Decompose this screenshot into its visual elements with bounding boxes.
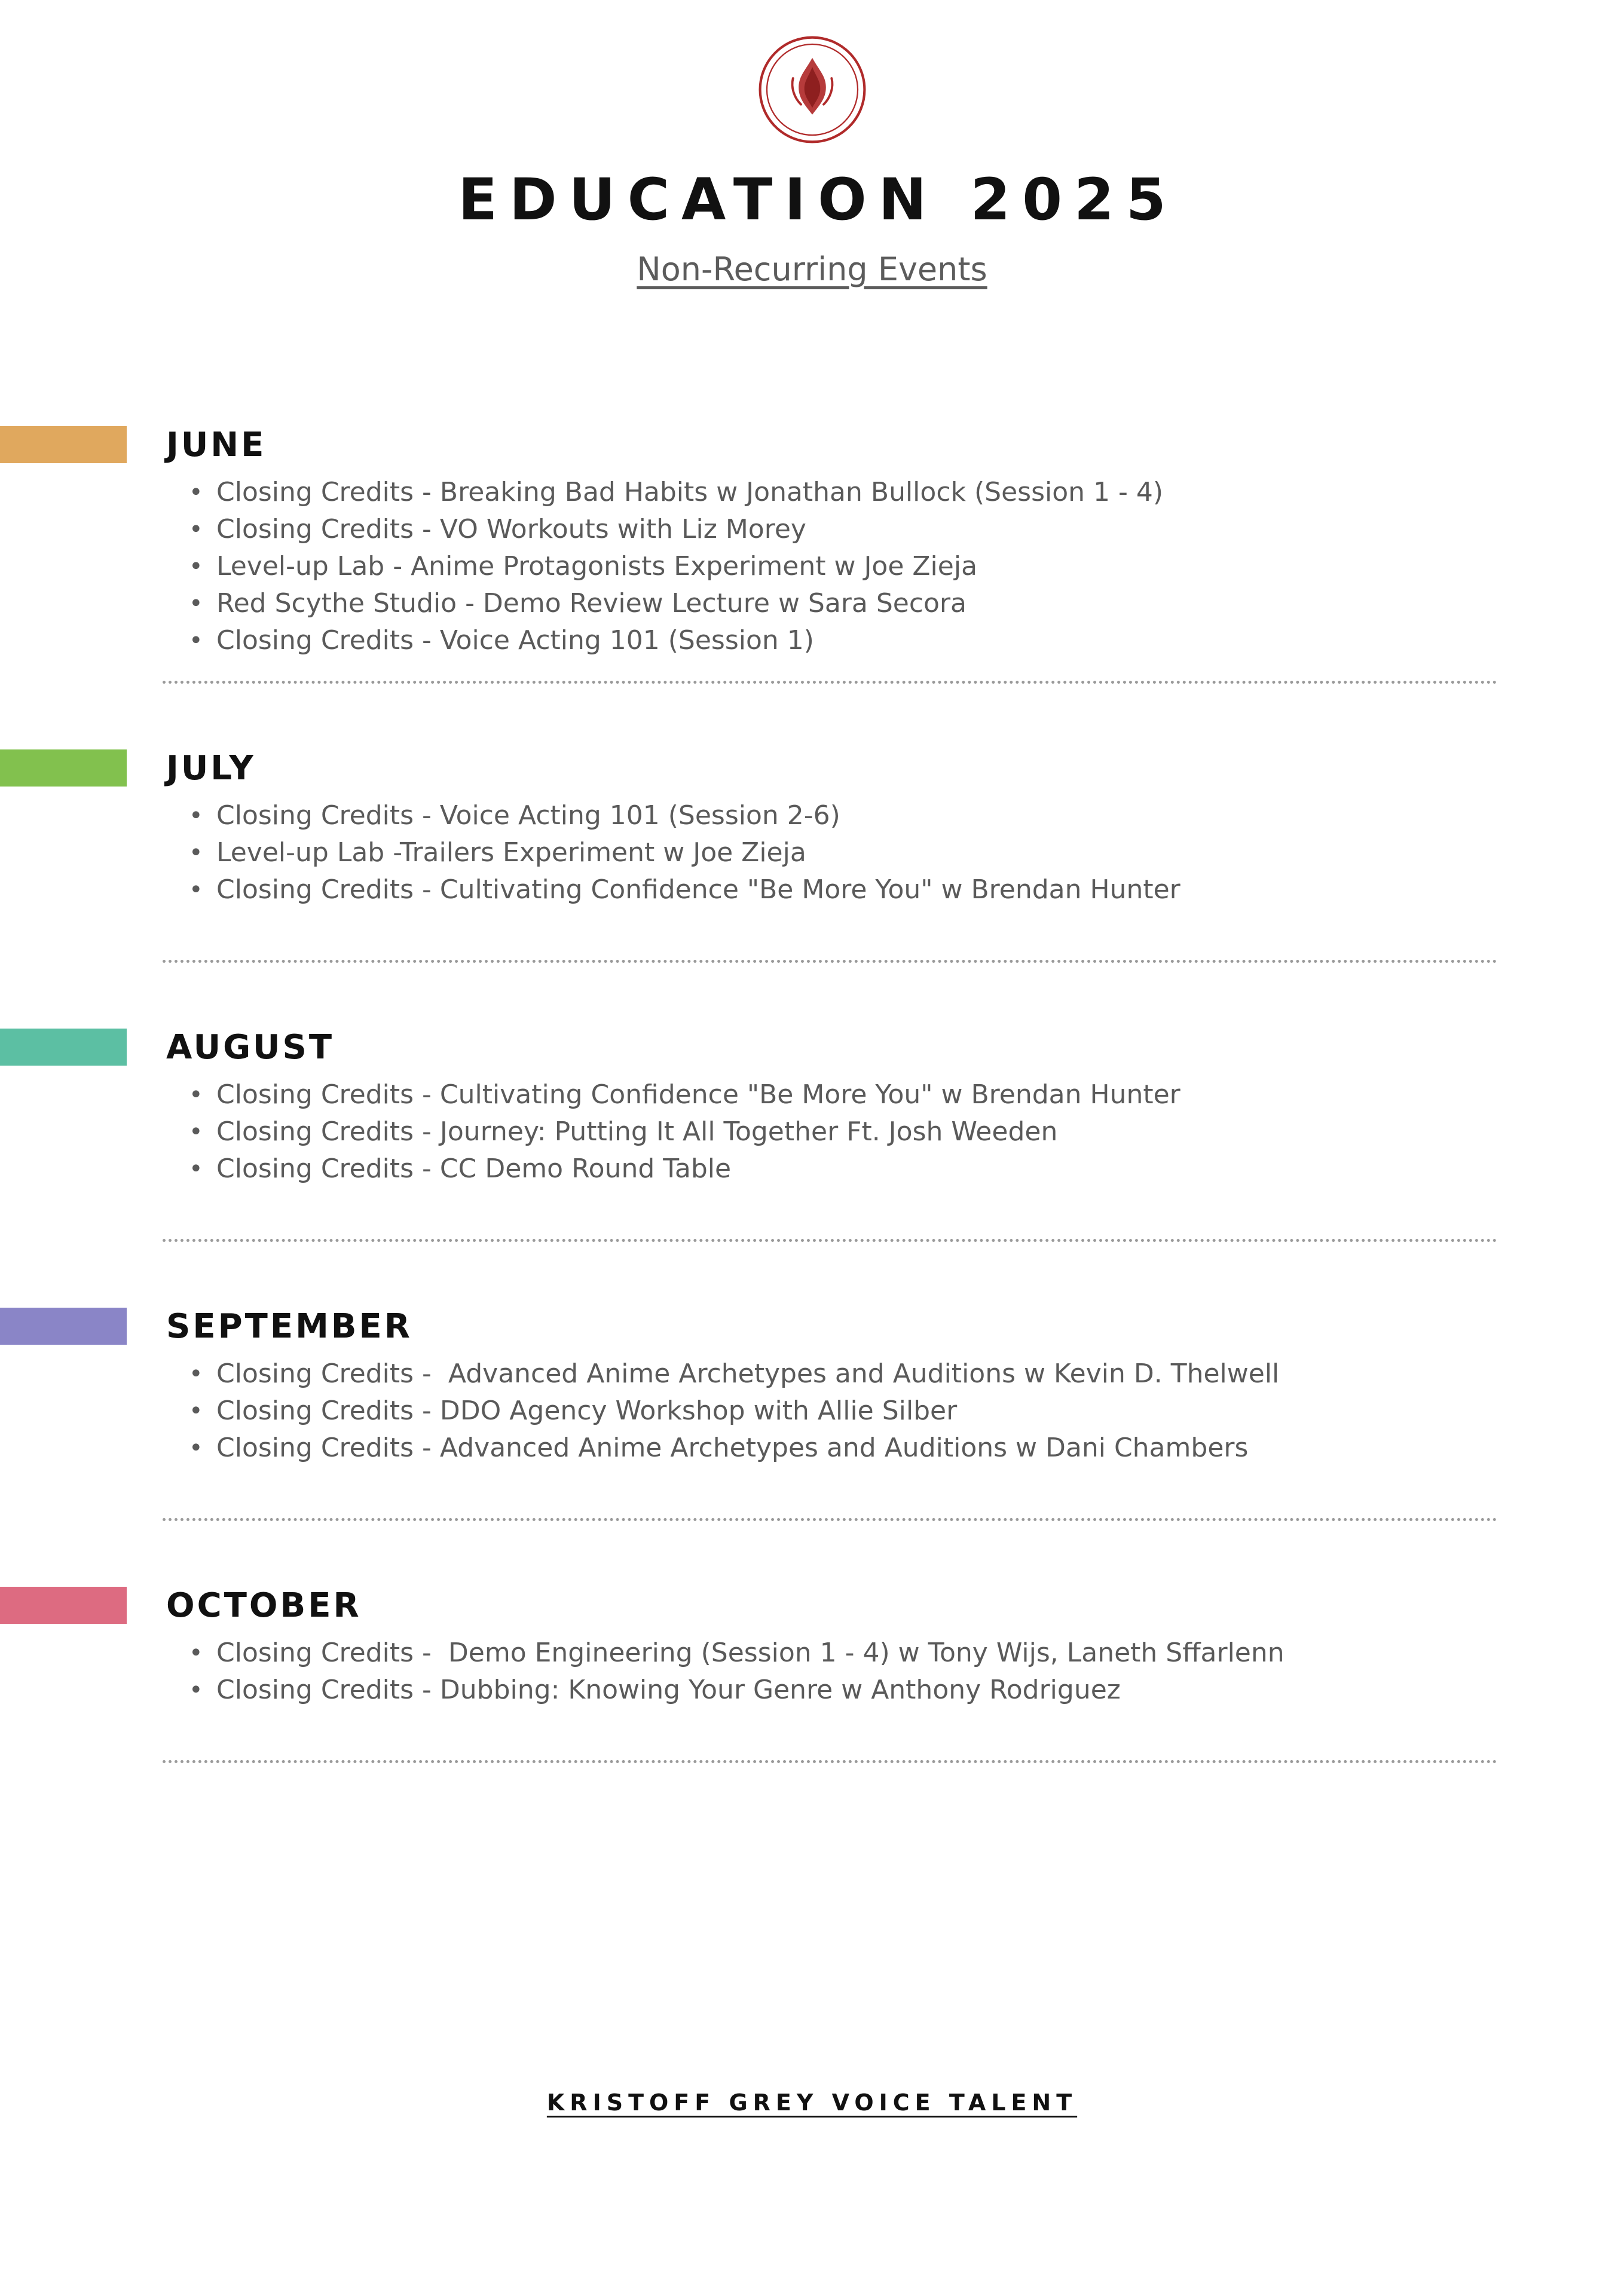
section-divider xyxy=(163,1239,1497,1242)
logo-container xyxy=(0,24,1624,155)
section-divider xyxy=(163,960,1497,963)
section-divider xyxy=(163,1518,1497,1521)
month-name: OCTOBER xyxy=(166,1586,362,1625)
month-section-october xyxy=(0,1577,1624,1763)
month-header xyxy=(0,417,1624,474)
month-color-bar xyxy=(0,426,127,463)
month-name: JULY xyxy=(166,748,256,788)
month-name: AUGUST xyxy=(166,1027,335,1067)
list-item: • Red Scythe Studio - Demo Review Lecture w Sara Secora xyxy=(185,585,1624,622)
list-item: • Closing Credits - Cultivating Confidence "Be More You" w Brendan Hunter xyxy=(185,1076,1624,1113)
list-item: • Closing Credits - Breaking Bad Habits w Jonathan Bullock (Session 1 - 4) xyxy=(185,474,1624,511)
page-title: EDUCATION 2025 xyxy=(458,166,1178,233)
list-item: • Closing Credits - VO Workouts with Liz Morey xyxy=(185,511,1624,548)
list-item: • Closing Credits - Voice Acting 101 (Session 1) xyxy=(185,622,1624,659)
month-name: SEPTEMBER xyxy=(166,1306,412,1346)
document-header xyxy=(0,0,1624,288)
section-divider xyxy=(163,681,1497,684)
month-sections xyxy=(0,417,1624,1763)
event-list xyxy=(0,1355,1624,1467)
list-item: • Closing Credits - Demo Engineering (Session 1 - 4) w Tony Wijs, Laneth Sffarlenn xyxy=(185,1635,1624,1672)
event-list xyxy=(0,1076,1624,1188)
month-color-bar xyxy=(0,1587,127,1624)
month-color-bar xyxy=(0,1308,127,1345)
list-item: • Closing Credits - CC Demo Round Table xyxy=(185,1150,1624,1188)
list-item: • Closing Credits - Advanced Anime Archetypes and Auditions w Kevin D. Thelwell xyxy=(185,1355,1624,1393)
month-section-august xyxy=(0,1019,1624,1242)
list-item: • Level-up Lab - Anime Protagonists Experiment w Joe Zieja xyxy=(185,548,1624,585)
month-name: JUNE xyxy=(166,425,267,464)
list-item: • Level-up Lab -Trailers Experiment w Joe Zieja xyxy=(185,834,1624,871)
red-scythe-flame-logo xyxy=(756,33,869,146)
month-section-september xyxy=(0,1298,1624,1521)
list-item: • Closing Credits - Journey: Putting It All Together Ft. Josh Weeden xyxy=(185,1113,1624,1150)
month-header xyxy=(0,740,1624,797)
month-header xyxy=(0,1577,1624,1635)
list-item: • Closing Credits - DDO Agency Workshop with Allie Silber xyxy=(185,1393,1624,1430)
list-item: • Closing Credits - Dubbing: Knowing Your Genre w Anthony Rodriguez xyxy=(185,1672,1624,1709)
month-header xyxy=(0,1298,1624,1355)
event-list xyxy=(0,797,1624,908)
list-item: • Closing Credits - Cultivating Confidence "Be More You" w Brendan Hunter xyxy=(185,871,1624,908)
footer-brand: KRISTOFF GREY VOICE TALENT xyxy=(546,2089,1078,2116)
page-subtitle: Non-Recurring Events xyxy=(637,250,987,288)
month-color-bar xyxy=(0,1029,127,1066)
list-item: • Closing Credits - Voice Acting 101 (Session 2-6) xyxy=(185,797,1624,834)
document-footer xyxy=(0,2089,1624,2116)
month-color-bar xyxy=(0,749,127,787)
list-item: • Closing Credits - Advanced Anime Archetypes and Auditions w Dani Chambers xyxy=(185,1430,1624,1467)
event-list xyxy=(0,1635,1624,1709)
month-section-july xyxy=(0,740,1624,963)
section-divider xyxy=(163,1760,1497,1763)
month-section-june xyxy=(0,417,1624,684)
event-list xyxy=(0,474,1624,659)
month-header xyxy=(0,1019,1624,1076)
